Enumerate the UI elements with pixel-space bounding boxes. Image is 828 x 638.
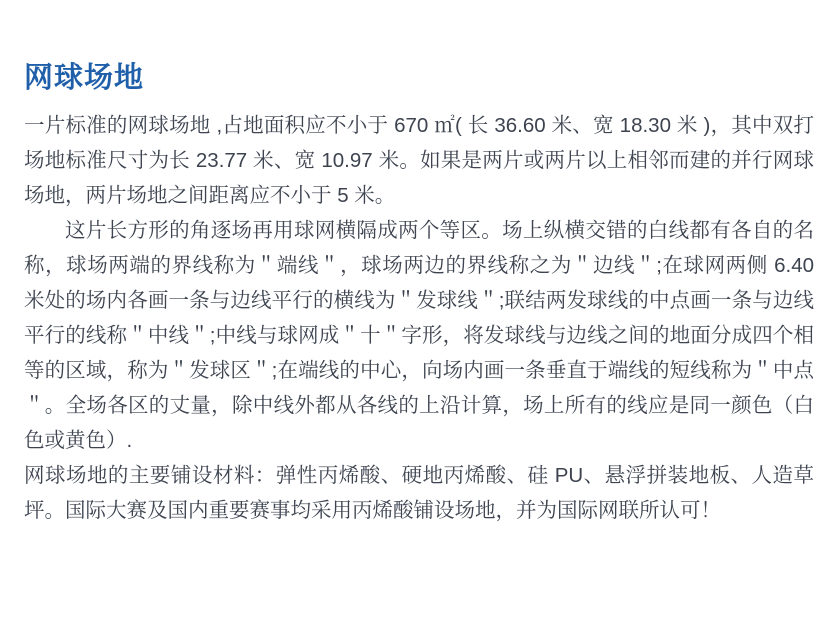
paragraph-1: 一片标准的网球场地 ,占地面积应不小于 670 ㎡( 长 36.60 米、宽 18.30 米 )，其中双打场地标准尺寸为长 23.77 米、宽 10.97 米。如果是两片或两片以上相邻而建的并行网球场地，两片场地之间距离应不小于 5 米。 — [24, 114, 814, 207]
paragraph-2: 这片长方形的角逐场再用球网横隔成两个等区。场上纵横交错的白线都有各自的名称，球场两端的界线称为＂端线＂，球场两边的界线称之为＂边线＂;在球网两侧 6.40 米处的场内各画一条与边线平行的横线为＂发球线＂;联结两发球线的中点画一条与边线平行的线称＂中线＂;中线与球网成＂十＂字形，将发球线与边线之间的地面分成四个相等的区域，称为＂发球区＂;在端线的中心，向场内画一条垂直于端线的短线称为＂中点＂。全场各区的丈量，除中线外都从各线的上沿计算，场上所有的线应是同一颜色（白色或黄色）. — [24, 219, 814, 452]
page-title: 网球场地 — [24, 62, 145, 95]
paragraph-3: 网球场地的主要铺设材料：弹性丙烯酸、硬地丙烯酸、硅 PU、悬浮拼装地板、人造草坪。国际大赛及国内重要赛事均采用丙烯酸铺设场地，并为国际网联所认可！ — [24, 464, 814, 522]
body-text-block — [24, 108, 814, 528]
